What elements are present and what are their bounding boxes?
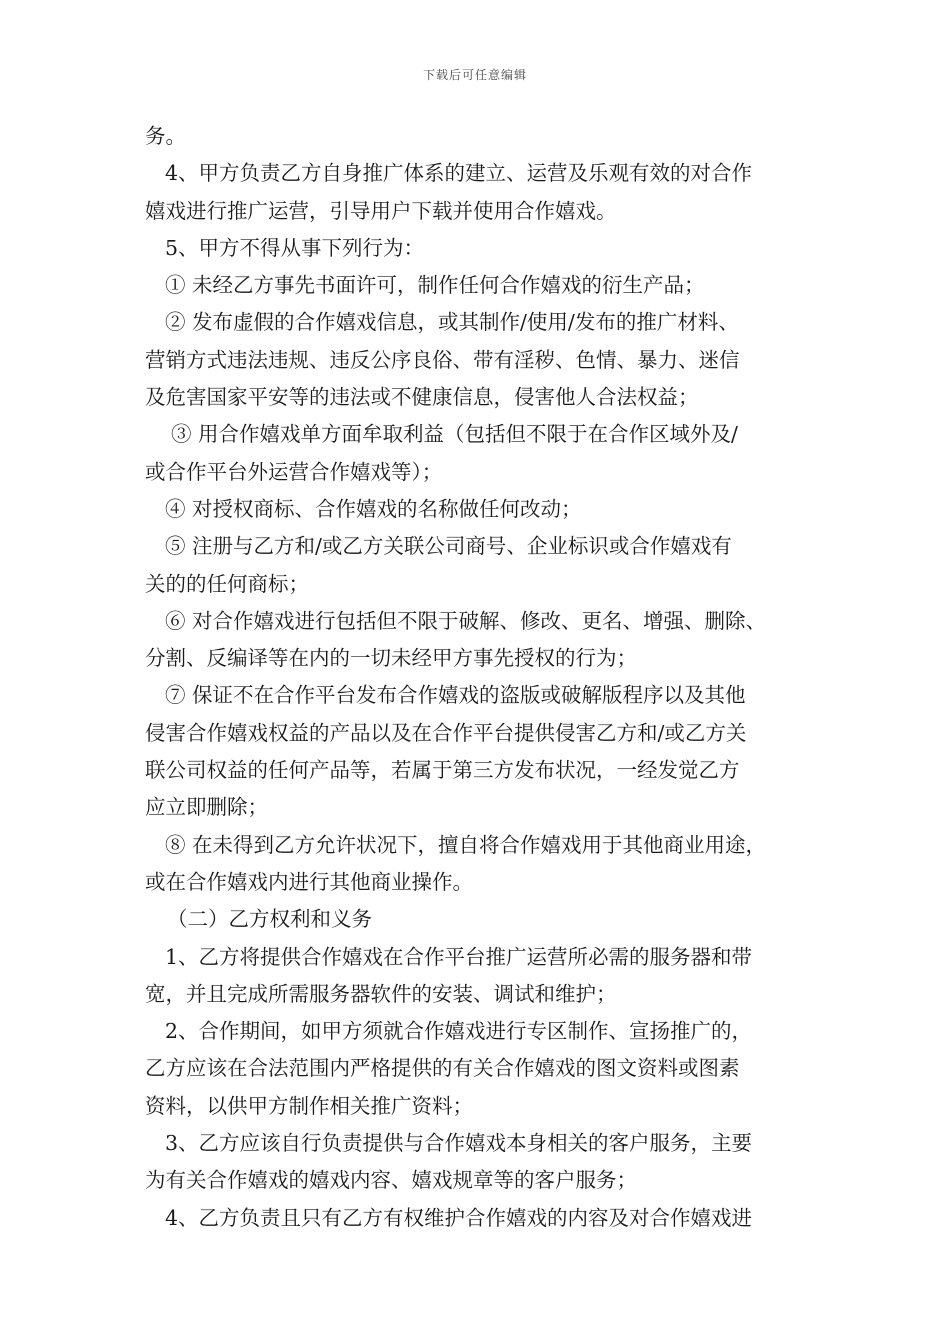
paragraph-line: 或在合作嬉戏内进行其他商业操作。 (145, 869, 473, 894)
paragraph-line: 或合作平台外运营合作嬉戏等）； (145, 459, 443, 484)
paragraph-line: 4、甲方负责乙方自身推广体系的建立、运营及乐观有效的对合作 (165, 161, 753, 186)
paragraph-line: 4、乙方负责且只有乙方有权维护合作嬉戏的内容及对合作嬉戏进 (165, 1205, 753, 1230)
paragraph-line: 乙方应该在合法范围内严格提供的有关合作嬉戏的图文资料或图素 (145, 1056, 740, 1081)
paragraph-line: 资料，以供甲方制作相关推广资料； (145, 1093, 473, 1118)
list-item: ③ 用合作嬉戏单方面牟取利益（包括但不限于在合作区域外及/ (171, 422, 738, 447)
list-item: ① 未经乙方事先书面许可，制作任何合作嬉戏的衍生产品； (165, 273, 705, 298)
paragraph-line: 侵害合作嬉戏权益的产品以及在合作平台提供侵害乙方和/或乙方关 (145, 720, 747, 745)
paragraph-line: 务。 (145, 124, 186, 148)
paragraph-line: 营销方式违法违规、违反公序良俗、带有淫秽、色情、暴力、迷信 (145, 347, 740, 372)
list-item: ⑤ 注册与乙方和/或乙方关联公司商号、企业标识或合作嬉戏有 (165, 534, 732, 559)
paragraph-line: 分割、反编译等在内的一切未经甲方事先授权的行为； (145, 646, 637, 671)
paragraph-line: 5、甲方不得从事下列行为： (165, 235, 425, 260)
paragraph-line: 2、合作期间，如甲方须就合作嬉戏进行专区制作、宣扬推广的， (165, 1019, 753, 1044)
paragraph-line: 联公司权益的任何产品等，若属于第三方发布状况，一经发觉乙方 (145, 758, 740, 783)
list-item: ② 发布虚假的合作嬉戏信息，或其制作/使用/发布的推广材料、 (165, 310, 739, 335)
paragraph-line: 为有关合作嬉戏的嬉戏内容、嬉戏规章等的客户服务； (145, 1168, 637, 1193)
paragraph-line: 关的的任何商标； (145, 571, 309, 596)
paragraph-line: 嬉戏进行推广运营，引导用户下载并使用合作嬉戏。 (145, 198, 617, 223)
body-text (145, 118, 825, 1237)
section-heading: （二）乙方权利和义务 (167, 907, 372, 932)
list-item: ④ 对授权商标、合作嬉戏的名称做任何改动； (165, 496, 582, 521)
paragraph-line: 3、乙方应该自行负责提供与合作嬉戏本身相关的客户服务，主要 (165, 1131, 753, 1156)
page-header: 下载后可任意编辑 (422, 68, 527, 82)
paragraph-line: 1、乙方将提供合作嬉戏在合作平台推广运营所必需的服务器和带 (165, 944, 753, 969)
paragraph-line: 宽，并且完成所需服务器软件的安装、调试和维护； (145, 981, 617, 1006)
paragraph-line: 应立即删除； (145, 795, 268, 820)
list-item: ⑦ 保证不在合作平台发布合作嬉戏的盗版或破解版程序以及其他 (165, 683, 746, 708)
list-item: ⑧ 在未得到乙方允许状况下，擅自将合作嬉戏用于其他商业用途， (165, 832, 767, 857)
paragraph-line: 及危害国家平安等的违法或不健康信息，侵害他人合法权益； (145, 385, 699, 410)
list-item: ⑥ 对合作嬉戏进行包括但不限于破解、修改、更名、增强、删除、 (165, 608, 767, 633)
